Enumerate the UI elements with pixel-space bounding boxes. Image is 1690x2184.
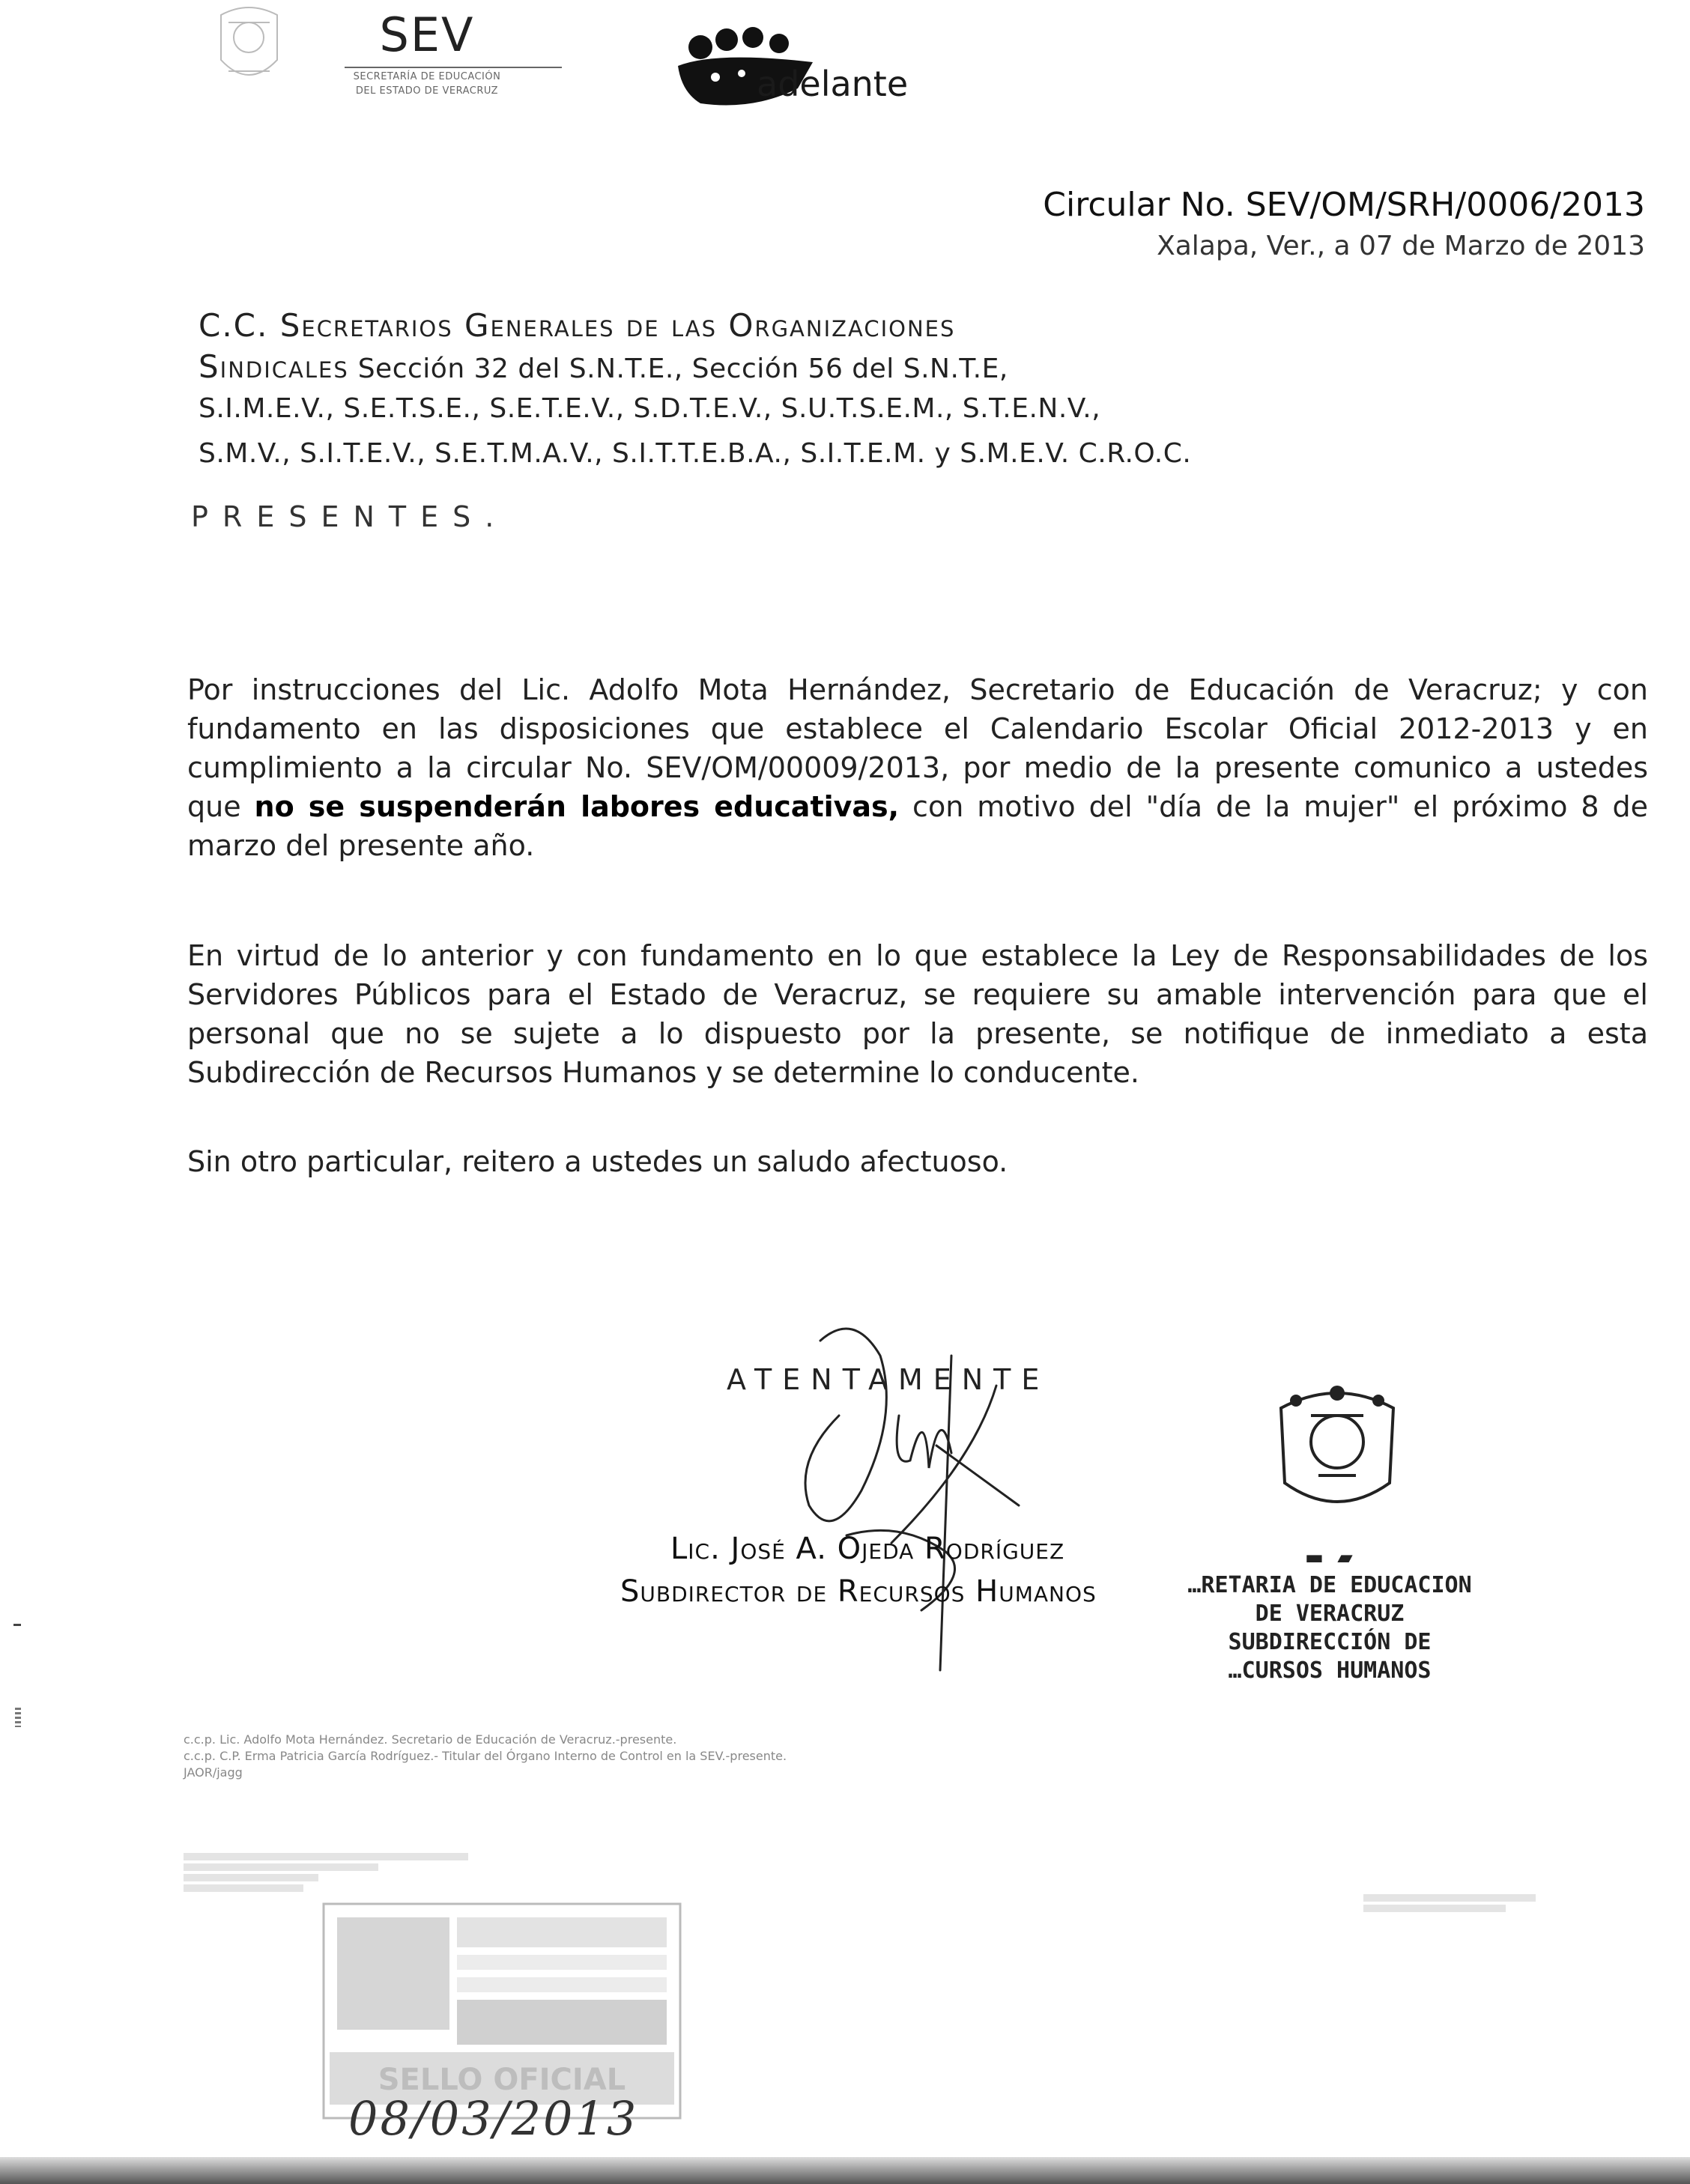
p1-text-before: Por instrucciones del Lic. Adolfo Mota Hernández, Secretario de Educación de Veracruz; y con fundamento en las disposiciones que establece el Calendario Escolar Oficial 2012-2013 y en cumplimiento a la circular No. SEV/OM/00009/2013, por medio de la presente comunico a ustedes que [187, 673, 1648, 823]
addressee-line-2-rest: Sección 32 del S.N.T.E., Sección 56 del S.N.T.E, [348, 354, 1008, 384]
veracruz-seal-logo [206, 0, 292, 94]
body-paragraph-3: Sin otro particular, reitero a ustedes un saludo afectuoso. [187, 1145, 1008, 1178]
ccp-block [184, 1732, 787, 1781]
adelante-label: adelante [757, 64, 909, 104]
circular-date: Xalapa, Ver., a 07 de Marzo de 2013 [1157, 231, 1645, 261]
sev-title: SEV [379, 7, 475, 62]
ccp-line-3: JAOR/jagg [184, 1765, 243, 1780]
sev-subtitle-1: SECRETARÍA DE EDUCACIÓN [353, 71, 501, 82]
sev-logo [345, 7, 569, 97]
handwritten-signature [749, 1296, 1124, 1693]
signer-name: Lic. José A. Ojeda Rodríguez [670, 1532, 1065, 1566]
stamp-line-1: …RETARIA DE EDUCACION [1187, 1572, 1472, 1598]
addressee-line-1 [199, 307, 955, 344]
stamp-line-3: SUBDIRECCIÓN DE [1228, 1629, 1432, 1655]
addressee-line-2 [199, 348, 1008, 385]
sev-subtitle-2: DEL ESTADO DE VERACRUZ [355, 85, 499, 97]
sev-logo-rule [345, 67, 562, 68]
stamp-line-2: DE VERACRUZ [1255, 1601, 1405, 1627]
circular-number: Circular No. SEV/OM/SRH/0006/2013 [1043, 186, 1645, 224]
scan-mark [13, 1624, 21, 1626]
union-received-stamp [322, 1902, 682, 2120]
received-handwritten-date: 08/03/2013 [348, 2091, 639, 2146]
addressee-line-3: S.I.M.E.V., S.E.T.S.E., S.E.T.E.V., S.D.T.E.V., S.U.T.S.E.M., S.T.E.N.V., [199, 393, 1101, 424]
scan-bottom-edge [0, 2157, 1690, 2184]
addressee-line-4: S.M.V., S.I.T.E.V., S.E.T.M.A.V., S.I.T.T.E.B.A., S.I.T.E.M. y S.M.E.V. C.R.O.C. [199, 438, 1192, 469]
p1-bold-text: no se suspenderán labores educativas, [254, 790, 900, 823]
stamp-line-4: …CURSOS HUMANOS [1228, 1657, 1432, 1684]
union-stamp-text: SELLO OFICIAL [378, 2063, 626, 2097]
ccp-line-2: c.c.p. C.P. Erma Patricia García Rodríguez.- Titular del Órgano Interno de Control en la SEV.-presente. [184, 1749, 787, 1763]
veracruz-coat-of-arms-stamp [1266, 1378, 1408, 1520]
addressee-sindicales: Sindicales [199, 348, 349, 385]
body-paragraph-1 [187, 670, 1648, 865]
footer-contact-faint [1363, 1891, 1536, 1915]
footer-address-faint [184, 1850, 468, 1895]
ccp-line-1: c.c.p. Lic. Adolfo Mota Hernández. Secretario de Educación de Veracruz.-presente. [184, 1732, 677, 1747]
p1-text-after: con motivo del "día de la mujer" el próximo 8 de marzo del presente año. [187, 790, 1649, 862]
scan-mark-2 [15, 1708, 21, 1727]
stamp-sev-mark: ▬ ▰ [1306, 1542, 1353, 1572]
body-paragraph-2: En virtud de lo anterior y con fundamento en lo que establece la Ley de Responsabilidades de los Servidores Públicos para el Estado de Veracruz, se requiere su amable intervención para que el personal que no se sujete a lo dispuesto por la presente, se notifique de inmediato a esta Subdirección de Recursos Humanos y se determine lo conducente. [187, 939, 1648, 1089]
presentes-heading: PRESENTES. [191, 500, 509, 533]
subdireccion-stamp-text [1169, 1543, 1491, 1685]
closing-atentamente: ATENTAMENTE [727, 1363, 1050, 1396]
addressee-line-1-text: C.C. Secretarios Generales de las Organizaciones [199, 307, 956, 344]
signer-title: Subdirector de Recursos Humanos [620, 1574, 1097, 1609]
